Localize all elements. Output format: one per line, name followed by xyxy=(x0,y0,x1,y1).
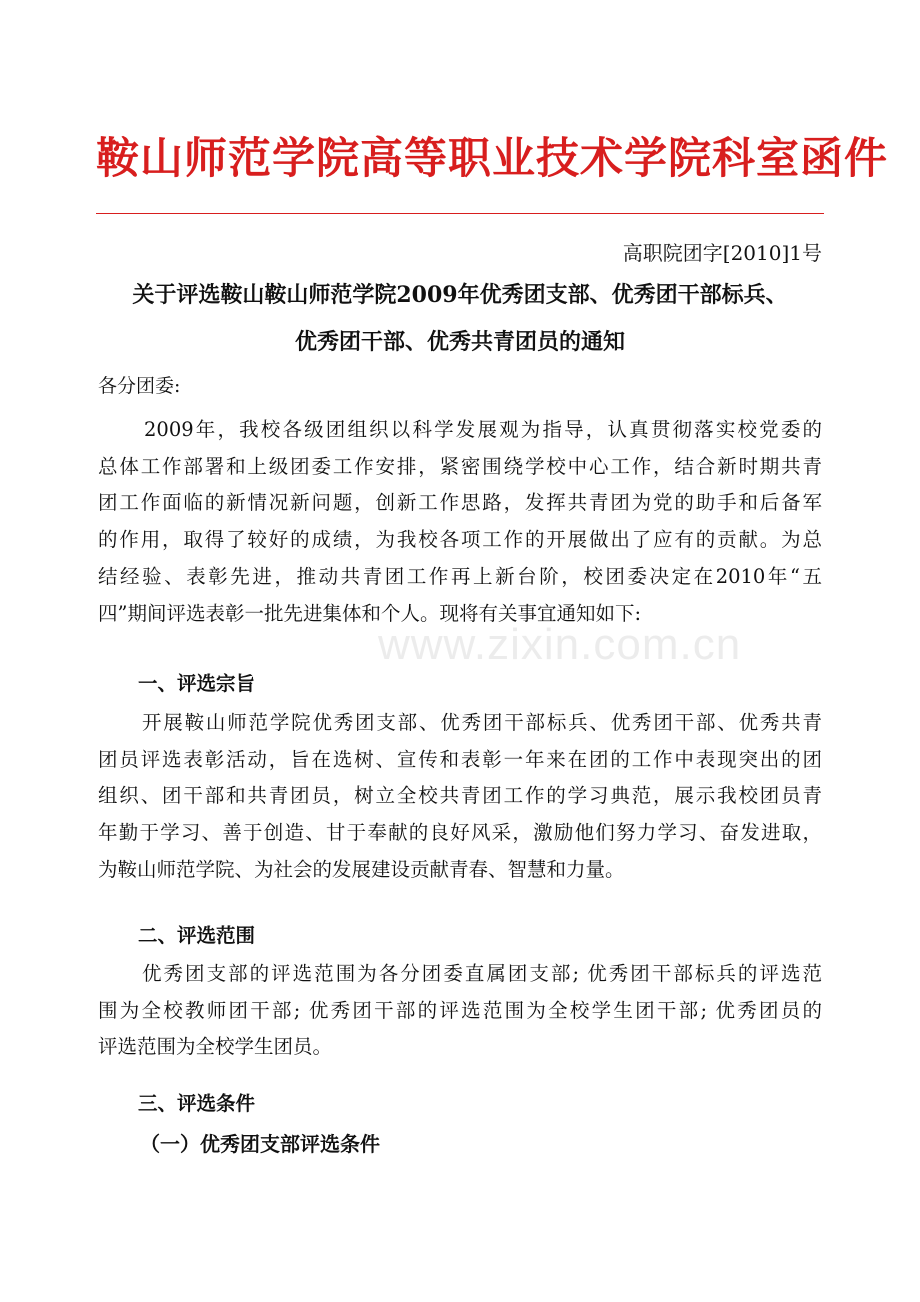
notice-title-line-2: 优秀团干部、优秀共青团员的通知 xyxy=(294,329,625,355)
paragraph-line: 组织、团干部和共青团员，树立全校共青团工作的学习典范，展示我校团员青 xyxy=(98,784,822,808)
scope-paragraph xyxy=(98,956,822,1066)
sub-heading-branch-criteria: （一）优秀团支部评选条件 xyxy=(140,1132,380,1156)
letterhead-title: 鞍山师范学院高等职业技术学院科室函件 xyxy=(96,134,888,184)
section-heading-criteria: 三、评选条件 xyxy=(138,1092,256,1115)
paragraph-line: 年勤于学习、善于创造、甘于奉献的良好风采，激励他们努力学习、奋发进取， xyxy=(98,821,822,845)
paragraph-line: 开展鞍山师范学院优秀团支部、优秀团干部标兵、优秀团干部、优秀共青 xyxy=(142,711,822,734)
paragraph-line: 四”期间评选表彰一批先进集体和个人。现将有关事宜通知如下: xyxy=(98,601,642,625)
purpose-paragraph xyxy=(98,705,822,889)
section-heading-scope: 二、评选范围 xyxy=(138,924,256,947)
paragraph-line: 团工作面临的新情况新问题，创新工作思路，发挥共青团为党的助手和后备军 xyxy=(98,491,822,515)
salutation: 各分团委: xyxy=(98,375,181,397)
paragraph-line: 为鞍山师范学院、为社会的发展建设贡献青春、智慧和力量。 xyxy=(98,857,625,881)
letterhead-divider xyxy=(96,213,824,214)
paragraph-line: 围为全校教师团干部; 优秀团干部的评选范围为全校学生团干部; 优秀团员的 xyxy=(98,998,822,1022)
intro-paragraph xyxy=(98,412,822,632)
paragraph-line: 的作用，取得了较好的成绩，为我校各项工作的开展做出了应有的贡献。为总 xyxy=(98,528,822,552)
paragraph-line: 总体工作部署和上级团委工作安排，紧密围绕学校中心工作，结合新时期共青 xyxy=(98,454,822,478)
section-heading-purpose: 一、评选宗旨 xyxy=(138,672,256,695)
watermark: www.zixin.com.cn xyxy=(378,620,742,669)
paragraph-line: 结经验、表彰先进，推动共青团工作再上新台阶，校团委决定在2010年“五 xyxy=(98,564,822,588)
paragraph-line: 评选范围为全校学生团员。 xyxy=(98,1035,333,1059)
paragraph-line: 2009年，我校各级团组织以科学发展观为指导，认真贯彻落实校党委的 xyxy=(144,418,822,441)
notice-title-line-1: 关于评选鞍山鞍山师范学院2009年优秀团支部、优秀团干部标兵、 xyxy=(132,282,788,308)
paragraph-line: 优秀团支部的评选范围为各分团委直属团支部; 优秀团干部标兵的评选范 xyxy=(142,962,822,985)
document-number: 高职院团字[2010]1号 xyxy=(622,241,822,265)
paragraph-line: 团员评选表彰活动，旨在选树、宣传和表彰一年来在团的工作中表现突出的团 xyxy=(98,747,822,771)
